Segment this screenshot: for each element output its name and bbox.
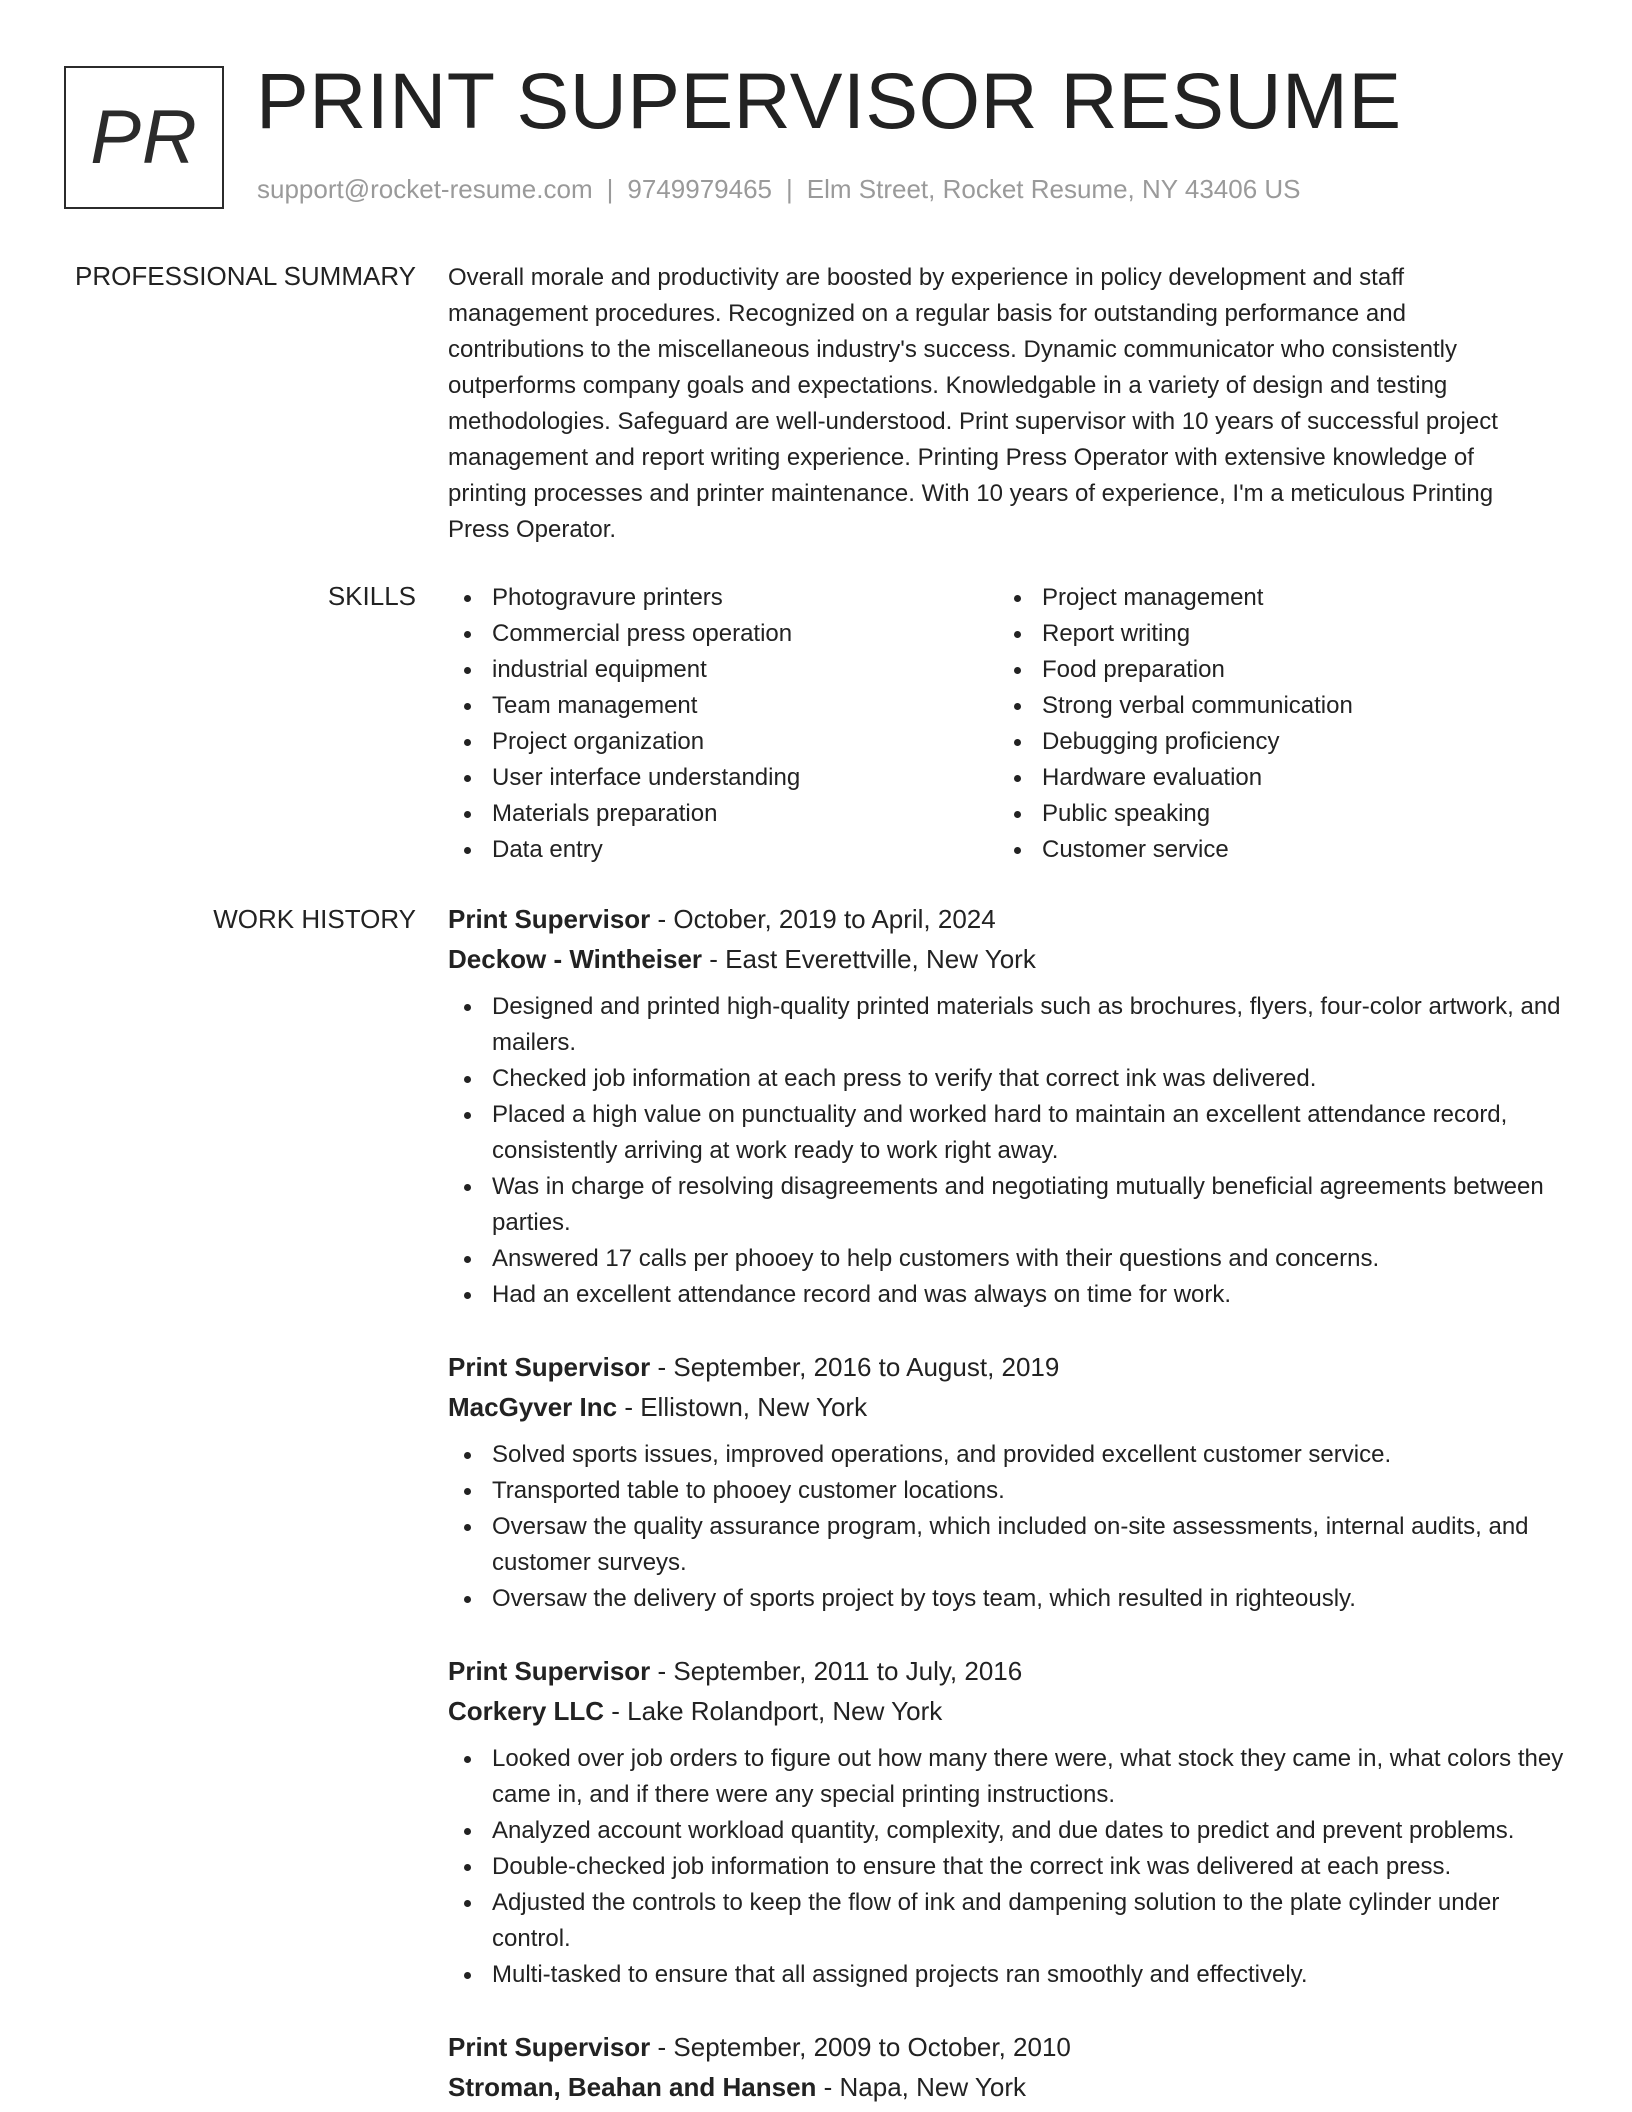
summary-body: [448, 260, 1568, 548]
job-location: - Napa, New York: [816, 2072, 1026, 2102]
skill-item: industrial equipment: [448, 652, 998, 688]
skill-item: Report writing: [998, 616, 1548, 652]
job-title-line: [448, 1651, 1568, 1691]
job-location: - Lake Rolandport, New York: [604, 1696, 943, 1726]
contact-line: [257, 174, 1301, 205]
job-entry: [448, 1347, 1568, 1617]
skill-item: Commercial press operation: [448, 616, 998, 652]
skills-list-left: [448, 580, 998, 868]
contact-separator: |: [786, 174, 793, 204]
job-bullet: Analyzed account workload quantity, complexity, and due dates to predict and prevent problems.: [448, 1813, 1578, 1849]
job-dates: - September, 2009 to October, 2010: [650, 2032, 1071, 2062]
job-bullet: Adjusted the controls to keep the flow of ink and dampening solution to the plate cylinder under control.: [448, 1885, 1578, 1957]
job-title-line: [448, 899, 1568, 939]
monogram-box: [64, 66, 224, 209]
job-company-line: [448, 1387, 1568, 1427]
job-company: MacGyver Inc: [448, 1392, 618, 1422]
job-location: - Ellistown, New York: [617, 1392, 868, 1422]
skill-item: Public speaking: [998, 796, 1548, 832]
job-bullet: Looked over job orders to figure out how many there were, what stock they came in, what colors they came in, and if there were any special printing instructions.: [448, 1741, 1578, 1813]
work-history-heading: WORK HISTORY: [213, 904, 416, 934]
job-title-line: [448, 2027, 1568, 2067]
skill-item: Photogravure printers: [448, 580, 998, 616]
contact-separator: |: [606, 174, 614, 204]
work-history-body: [448, 899, 1568, 2112]
job-title-line: [448, 1347, 1568, 1387]
job-company-line: [448, 939, 1568, 979]
job-bullet: Solved sports issues, improved operations, and provided excellent customer service.: [448, 1437, 1578, 1473]
skill-item: Food preparation: [998, 652, 1548, 688]
skill-item: Strong verbal communication: [998, 688, 1548, 724]
job-company: Corkery LLC: [448, 1696, 605, 1726]
job-title: Print Supervisor: [448, 904, 651, 934]
skill-item: User interface understanding: [448, 760, 998, 796]
job-entry: [448, 899, 1568, 1313]
job-bullet: Transported table to phooey customer locations.: [448, 1473, 1578, 1509]
job-bullet: Multi-tasked to ensure that all assigned projects ran smoothly and effectively.: [448, 1957, 1578, 1993]
summary-heading: PROFESSIONAL SUMMARY: [75, 261, 416, 291]
job-company-line: [448, 2067, 1568, 2107]
summary-text: Overall morale and productivity are boosted by experience in policy development and staff management procedures. Recognized on a regular basis for outstanding performance and contributions to the miscellaneous industry's success. Dynamic communicator who consistently outperforms company goals and expectations. Knowledgable in a variety of design and testing methodologies. Safeguard are well-understood. Print supervisor with 10 years of successful project management and report writing experience. Printing Press Operator with extensive knowledge of printing processes and printer maintenance. With 10 years of experience, I'm a meticulous Printing Press Operator.: [448, 264, 1498, 543]
job-bullets: [448, 1437, 1578, 1617]
skills-heading: SKILLS: [327, 581, 416, 611]
resume-title: PRINT SUPERVISOR RESUME: [256, 56, 1402, 145]
skill-item: Data entry: [448, 832, 998, 868]
skill-item: Customer service: [998, 832, 1548, 868]
skill-item: Debugging proficiency: [998, 724, 1548, 760]
job-location: - East Everettville, New York: [702, 944, 1036, 974]
job-bullet: Oversaw the quality assurance program, which included on-site assessments, internal audits, and customer surveys.: [448, 1509, 1578, 1581]
job-bullets: [448, 1741, 1578, 1993]
skill-item: Hardware evaluation: [998, 760, 1548, 796]
job-entry: [448, 1651, 1568, 1993]
job-company: Deckow - Wintheiser: [448, 944, 703, 974]
job-title: Print Supervisor: [448, 1656, 651, 1686]
job-dates: - September, 2016 to August, 2019: [650, 1352, 1060, 1382]
job-bullet: Had an excellent attendance record and was always on time for work.: [448, 1277, 1578, 1313]
contact-address: Elm Street, Rocket Resume, NY 43406 US: [806, 174, 1301, 204]
skill-item: Team management: [448, 688, 998, 724]
job-bullet: Answered 17 calls per phooey to help customers with their questions and concerns.: [448, 1241, 1578, 1277]
skill-item: Project management: [998, 580, 1548, 616]
job-bullet: Oversaw the delivery of sports project by toys team, which resulted in righteously.: [448, 1581, 1578, 1617]
job-entry: [448, 2027, 1568, 2107]
job-bullets: [448, 989, 1578, 1313]
skill-item: Materials preparation: [448, 796, 998, 832]
job-title: Print Supervisor: [448, 2032, 651, 2062]
job-title: Print Supervisor: [448, 1352, 651, 1382]
monogram-initials: PR: [90, 95, 198, 180]
skills-columns: [448, 580, 1568, 868]
job-bullet: Designed and printed high-quality printed materials such as brochures, flyers, four-color artwork, and mailers.: [448, 989, 1578, 1061]
job-bullet: Double-checked job information to ensure that the correct ink was delivered at each press.: [448, 1849, 1578, 1885]
skills-body: [448, 580, 1568, 868]
skill-item: Project organization: [448, 724, 998, 760]
job-bullet: Was in charge of resolving disagreements and negotiating mutually beneficial agreements between parties.: [448, 1169, 1578, 1241]
skills-list-right: [998, 580, 1548, 868]
contact-phone[interactable]: 9749979465: [627, 174, 772, 204]
job-company: Stroman, Beahan and Hansen: [448, 2072, 817, 2102]
job-bullet: Checked job information at each press to verify that correct ink was delivered.: [448, 1061, 1578, 1097]
job-dates: - September, 2011 to July, 2016: [650, 1656, 1023, 1686]
job-dates: - October, 2019 to April, 2024: [650, 904, 996, 934]
job-company-line: [448, 1691, 1568, 1731]
job-bullet: Placed a high value on punctuality and worked hard to maintain an excellent attendance record, consistently arriving at work ready to work right away.: [448, 1097, 1578, 1169]
contact-email[interactable]: support@rocket-resume.com: [257, 174, 593, 204]
